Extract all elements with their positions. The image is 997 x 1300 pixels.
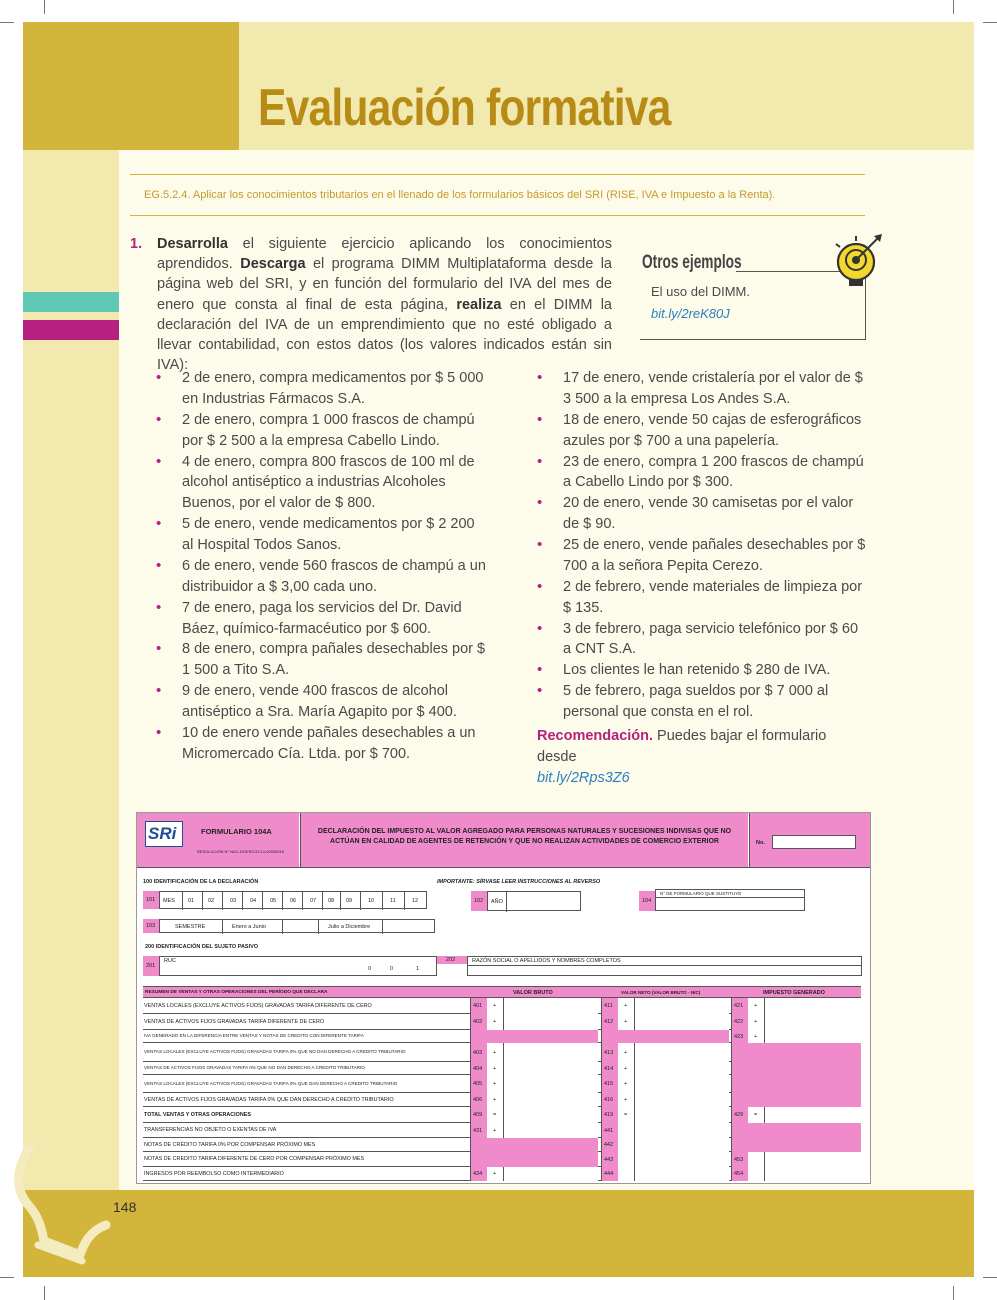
substitute-form-field[interactable] (655, 889, 805, 911)
operator-sign: + (624, 1065, 628, 1072)
ruc-digit: 1 (416, 966, 420, 972)
empty-cell (731, 1138, 861, 1152)
table-row (143, 998, 861, 1014)
rule (503, 1075, 504, 1093)
rule (202, 892, 203, 910)
amount-field[interactable] (731, 1014, 861, 1030)
semester-label: SEMESTRE (175, 924, 206, 930)
row-label: VENTAS DE ACTIVOS FIJOS GRAVADAS TARIFA DIFERENTE DE CERO (144, 1018, 325, 1025)
code-102: 102 (474, 898, 484, 904)
list-item: • 18 de enero, vende 50 cajas de esferográficos azules por $ 700 a una papelería. (537, 410, 867, 452)
rule (634, 1167, 635, 1181)
field-code: 442 (604, 1142, 614, 1148)
month-09[interactable]: 09 (346, 898, 353, 904)
field-code: 443 (604, 1156, 614, 1163)
rule (764, 1014, 765, 1030)
crop-mark (0, 1277, 14, 1278)
month-label: MES (163, 898, 175, 904)
table-row (143, 1138, 861, 1152)
rule (634, 1123, 635, 1138)
code-box (471, 1062, 487, 1075)
list-item: • 2 de enero, compra 1 000 frascos de champú por $ 2 500 a la empresa Cabello Lindo. (156, 410, 486, 452)
operator-sign: + (493, 1049, 497, 1056)
exercise-text: en el DIMM la declaración del IVA de un emprendimiento que no esté obligado a llevar contabilidad, con estos datos (los valores indicados están sin IVA): (157, 296, 612, 374)
form-resolution: RESOLUCIÓN N° NAC-DGERCGC14-00000016 (197, 849, 284, 854)
operator-sign: + (754, 1019, 758, 1025)
recommendation (537, 726, 867, 788)
col-tax-generated: IMPUESTO GENERADO (763, 990, 825, 996)
amount-field[interactable] (601, 1062, 729, 1075)
crop-mark (44, 0, 45, 14)
table-row (143, 1152, 861, 1167)
rule (764, 1152, 765, 1167)
empty-cell (470, 1152, 598, 1167)
month-01[interactable]: 01 (188, 898, 195, 904)
exercise-number: 1. (130, 236, 143, 252)
form-number-field[interactable] (772, 835, 856, 849)
company-name-field[interactable] (467, 956, 862, 976)
amount-field[interactable] (601, 1167, 729, 1181)
code-101: 101 (146, 897, 156, 903)
page-title: Evaluación formativa (258, 79, 671, 137)
amount-field[interactable] (601, 1152, 729, 1167)
list-item: • 5 de febrero, paga sueldos por $ 7 000 al personal que consta en el rol. (537, 681, 867, 723)
company-name-label: RAZÓN SOCIAL O APELLIDOS Y NOMBRES COMPLETOS (472, 958, 621, 964)
no-label: No. (756, 840, 765, 846)
sri-logo (145, 821, 183, 847)
code-box (602, 1167, 618, 1181)
amount-field[interactable] (470, 1014, 598, 1030)
list-item: • 7 de enero, paga los servicios del Dr. David Báez, químico-farmacéutico por $ 600. (156, 598, 486, 640)
rule (656, 897, 804, 898)
row-label: NOTAS DE CREDITO TARIFA DIFERENTE DE CERO POR COMPENSAR PRÓXIMO MES (144, 1156, 365, 1162)
field-code: 401 (473, 1003, 483, 1009)
code-box (143, 919, 159, 933)
rule (182, 892, 183, 910)
corner-gold-block (23, 22, 239, 150)
operator-sign: = (624, 1112, 628, 1118)
list-item: • 4 de enero, compra 800 frascos de 100 ml de alcohol antiséptico a industrias Alcoholes Buenos, por el valor de $ 800. (156, 452, 486, 514)
empty-cell (731, 1062, 861, 1075)
rule (503, 998, 504, 1014)
important-note: IMPORTANTE: SÍRVASE LEER INSTRUCCIONES AL REVERSO (437, 879, 601, 885)
crop-mark (0, 22, 14, 23)
code-box (602, 1123, 618, 1138)
rule (242, 892, 243, 910)
amount-field[interactable] (731, 998, 861, 1014)
rule (222, 892, 223, 910)
field-code: 441 (604, 1127, 614, 1134)
rule (262, 892, 263, 910)
operator-sign: = (754, 1112, 758, 1118)
operator-sign: = (493, 1112, 497, 1118)
rule (340, 892, 341, 910)
amount-field[interactable] (601, 1075, 729, 1093)
field-code: 412 (604, 1019, 614, 1025)
month-10[interactable]: 10 (368, 898, 375, 904)
amount-field[interactable] (601, 1107, 729, 1123)
row-label: VENTAS LOCALES (EXCLUYE ACTIVOS FIJOS) GRAVADAS TARIFA DIFERENTE DE CERO (144, 1002, 372, 1009)
recommendation-label: Recomendación. (537, 728, 654, 744)
list-item: • 6 de enero, vende 560 frascos de champú a un distribuidor a $ 3,00 cada uno. (156, 556, 486, 598)
empty-cell (731, 1093, 861, 1107)
operator-sign: + (493, 1097, 497, 1103)
operator-sign: + (493, 1019, 497, 1025)
ruc-label: RUC (164, 958, 176, 964)
month-05[interactable]: 05 (270, 898, 277, 904)
field-code: 411 (604, 1003, 613, 1009)
field-code: 402 (473, 1019, 483, 1025)
month-08[interactable]: 08 (328, 898, 335, 904)
amount-field[interactable] (470, 998, 598, 1014)
list-item: • 2 de enero, compra medicamentos por $ 5 000 en Industrias Fármacos S.A. (156, 368, 486, 410)
divider (736, 271, 840, 272)
rule (764, 1030, 765, 1043)
rule (634, 1107, 635, 1123)
bullet-list-left (156, 368, 486, 765)
rule (322, 892, 323, 910)
other-examples-text: El uso del DIMM. (651, 284, 750, 299)
verb-desarrolla: Desarrolla (157, 236, 228, 252)
field-code: 413 (604, 1049, 614, 1056)
code-box (602, 1014, 618, 1030)
rule (468, 965, 861, 966)
rule (634, 998, 635, 1014)
bullet-list-right (537, 368, 867, 723)
exercise-text: el programa DIMM Multiplataforma desde la página web del SRI, y en función del formulario del IVA del mes de enero que consta al final de esta página, (157, 256, 612, 313)
code-box (602, 1075, 618, 1093)
operator-sign: + (624, 1081, 628, 1087)
rule (282, 892, 283, 910)
code-box (471, 1167, 487, 1181)
rule (302, 892, 303, 910)
crop-mark (953, 1286, 954, 1300)
month-02[interactable]: 02 (208, 898, 215, 904)
empty-cell (470, 1030, 598, 1043)
amount-field[interactable] (731, 1107, 861, 1123)
rule (404, 892, 405, 910)
table-row (143, 1075, 861, 1093)
amount-field[interactable] (470, 1043, 598, 1062)
rule (382, 892, 383, 910)
form-header-center (300, 813, 748, 867)
code-201: 201 (146, 963, 156, 969)
amount-field[interactable] (731, 1030, 861, 1043)
table-row (143, 1123, 861, 1138)
amount-field[interactable] (601, 1093, 729, 1107)
field-code: 431 (473, 1127, 483, 1134)
amount-field[interactable] (470, 1093, 598, 1107)
operator-sign: + (624, 1019, 628, 1025)
form-name: FORMULARIO 104A (201, 827, 272, 836)
month-07[interactable]: 07 (310, 898, 317, 904)
operator-sign: + (493, 1127, 497, 1134)
rule (764, 1167, 765, 1181)
rule (360, 892, 361, 910)
code-box (732, 1167, 748, 1181)
amount-field[interactable] (731, 1152, 861, 1167)
amount-field[interactable] (601, 1138, 729, 1152)
code-box (639, 891, 655, 911)
sri-form-104a (136, 812, 871, 1184)
ruc-field[interactable] (159, 956, 437, 976)
teal-marker (23, 292, 119, 312)
list-item: • 25 de enero, vende pañales desechables por $ 700 a la señora Pepita Cerezo. (537, 535, 867, 577)
code-box (437, 956, 467, 964)
code-box (471, 998, 487, 1014)
field-code: 403 (473, 1049, 483, 1056)
field-code: 453 (734, 1156, 744, 1163)
code-box (143, 956, 159, 976)
code-box (602, 998, 618, 1014)
row-label: TRANSFERENCIAS NO OBJETO O EXENTAS DE IVA (144, 1127, 277, 1133)
amount-field[interactable] (470, 1107, 598, 1123)
exercise-text: el siguiente ejercicio aplicando los conocimientos aprendidos. (157, 236, 612, 273)
code-box (602, 1152, 618, 1167)
form-heading: DECLARACIÓN DEL IMPUESTO AL VALOR AGREGADO PARA PERSONAS NATURALES Y SUCESIONES INDIVISAS QUE NO ACTÚAN EN CALIDAD DE AGENTES DE RETENCIÓN Y QUE NO REALIZAN ACTIVIDADES DE COMERCIO EXTERIOR (317, 828, 732, 845)
code-box (471, 1107, 487, 1123)
row-label: VENTAS LOCALES (EXCLUYE ACTIVOS FIJOS) GRAVADAS TARIFA 0% QUE DAN DERECHO A CREDITO TRIBUTARIO (144, 1080, 398, 1086)
rule (503, 1062, 504, 1075)
code-202: 202 (446, 957, 456, 963)
ruc-digit: 0 (390, 966, 394, 972)
field-code: 444 (604, 1171, 614, 1177)
section-100-title: 100 IDENTIFICACIÓN DE LA DECLARACIÓN (143, 879, 259, 885)
code-box (602, 1093, 618, 1107)
exercise-body (157, 234, 612, 375)
list-item: • 8 de enero, compra pañales desechables por $ 1 500 a Tito S.A. (156, 639, 486, 681)
table-row (143, 1167, 861, 1181)
table-row (143, 1093, 861, 1107)
row-label: INGRESOS POR REEMBOLSO COMO INTERMEDIARIO (144, 1170, 284, 1177)
year-label: AÑO (491, 899, 503, 905)
field-code: 404 (473, 1065, 483, 1072)
row-label: NOTAS DE CRÉDITO TARIFA 0% POR COMPENSAR PRÓXIMO MES (144, 1141, 316, 1148)
code-box (471, 1093, 487, 1107)
row-label: VENTAS DE ACTIVOS FIJOS GRAVADAS TARIFA 0% QUE NO DAN DERECHO A CREDITO TRIBUTARIO (144, 1065, 365, 1070)
row-label: VENTAS LOCALES (EXCLUYE ACTIVOS FIJOS) GRAVADAS TARIFA 0% QUE NO DAN DERECHO A CREDITO TRIBUTARIO (144, 1049, 406, 1054)
code-box (732, 1107, 748, 1123)
rule (503, 1167, 504, 1181)
month-03[interactable]: 03 (230, 898, 237, 904)
amount-field[interactable] (601, 1014, 729, 1030)
empty-cell (731, 1123, 861, 1138)
crop-mark (983, 22, 997, 23)
field-code: 423 (734, 1033, 744, 1040)
rule (503, 1043, 504, 1062)
code-box (471, 1123, 487, 1138)
amount-field[interactable] (731, 1167, 861, 1181)
table-row (143, 1062, 861, 1075)
rule (634, 1093, 635, 1107)
operator-sign: + (493, 1081, 497, 1087)
row-label: VENTAS DE ACTIVOS FIJOS GRAVADAS TARIFA 0% QUE DAN DERECHO A CREDITO TRIBUTARIO (144, 1096, 394, 1103)
field-code: 419 (604, 1112, 614, 1118)
list-item: • 2 de febrero, vende materiales de limpieza por $ 135. (537, 577, 867, 619)
operator-sign: + (754, 1003, 758, 1009)
semester-selector[interactable] (159, 919, 435, 933)
list-item: • 20 de enero, vende 30 camisetas por el valor de $ 90. (537, 493, 867, 535)
rule (764, 998, 765, 1014)
col-gross-value: VALOR BRUTO (513, 990, 553, 996)
year-field[interactable] (487, 891, 581, 911)
amount-field[interactable] (470, 1075, 598, 1093)
field-code: 434 (473, 1171, 483, 1177)
operator-sign: + (493, 1065, 497, 1072)
section-200-title: 200 IDENTIFICACIÓN DEL SUJETO PASIVO (145, 944, 259, 950)
operator-sign: + (624, 1049, 628, 1056)
list-item: • Los clientes le han retenido $ 280 de IVA. (537, 660, 867, 681)
row-label: TOTAL VENTAS Y OTRAS OPERACIONES (144, 1111, 251, 1118)
list-item: • 10 de enero vende pañales desechables a un Micromercado Cía. Ltda. por $ 700. (156, 723, 486, 765)
code-box (602, 1138, 618, 1152)
col-net-value: VALOR NETO (VALOR BRUTO - N/C) (621, 990, 701, 995)
row-label: IVA GENERADO EN LA DIFERENCIA ENTRE VENTAS Y NOTAS DE CREDITO CON DIFERENTE TARIFA (144, 1033, 364, 1038)
semester-1[interactable]: Enero a Junio (232, 924, 266, 930)
field-code: 414 (604, 1065, 614, 1072)
operator-sign: + (754, 1033, 758, 1040)
field-code: 421 (734, 1003, 744, 1009)
field-code: 406 (473, 1097, 483, 1103)
empty-cell (731, 1075, 861, 1093)
rule (634, 1043, 635, 1062)
amount-field[interactable] (601, 998, 729, 1014)
rule (634, 1014, 635, 1030)
standard-text: EG.5.2.4. Aplicar los conocimientos tributarios en el llenado de los formularios básicos del SRI (RISE, IVA e Impuesto a la Renta). (144, 189, 776, 201)
field-code: 409 (473, 1112, 483, 1118)
month-11[interactable]: 11 (390, 898, 396, 904)
rule (503, 1014, 504, 1030)
empty-cell (601, 1030, 729, 1043)
code-104: 104 (642, 898, 652, 904)
month-06[interactable]: 06 (290, 898, 297, 904)
rule (222, 920, 223, 934)
crop-mark (953, 0, 954, 14)
lightbulb-target-icon (832, 232, 886, 288)
operator-sign: + (493, 1003, 497, 1009)
code-box (732, 1030, 748, 1043)
code-box (143, 891, 159, 909)
code-box (732, 1014, 748, 1030)
amount-field[interactable] (601, 1043, 729, 1062)
semester-2[interactable]: Julio a Diciembre (328, 924, 371, 930)
recommendation-text: Puedes bajar el formulario desde (537, 728, 827, 765)
month-12[interactable]: 12 (412, 898, 419, 904)
recommendation-link[interactable]: bit.ly/2Rps3Z6 (537, 769, 630, 786)
code-box (732, 1152, 748, 1167)
code-box (732, 998, 748, 1014)
code-103: 103 (146, 923, 156, 929)
footer-band (23, 1190, 974, 1277)
rule (382, 920, 383, 934)
field-code: 454 (734, 1171, 744, 1177)
rule (506, 892, 507, 912)
table-row (143, 1030, 861, 1043)
code-box (471, 891, 487, 911)
page-number: 148 (113, 1199, 137, 1215)
other-examples-title: Otros ejemplos (642, 252, 742, 273)
summary-header-text: RESUMEN DE VENTAS Y OTRAS OPERACIONES DEL PERÍODO QUE DECLARA (145, 990, 328, 995)
substitute-label: N° DE FORMULARIO QUE SUSTITUYE (660, 891, 742, 896)
rule (137, 867, 871, 868)
field-code: 415 (604, 1081, 614, 1087)
ruc-digit: 0 (368, 966, 372, 972)
field-code: 405 (473, 1081, 483, 1087)
lightbulb-icon (10, 1145, 120, 1265)
empty-cell (470, 1138, 598, 1152)
amount-field[interactable] (470, 1167, 598, 1181)
operator-sign: + (493, 1171, 497, 1177)
code-box (602, 1107, 618, 1123)
crop-mark (983, 1277, 997, 1278)
rule (282, 920, 283, 934)
exercise-statement (130, 234, 612, 375)
summary-header (143, 986, 861, 998)
month-selector[interactable] (159, 891, 427, 909)
crop-mark (44, 1286, 45, 1300)
code-box (471, 1075, 487, 1093)
table-row (143, 1107, 861, 1123)
amount-field[interactable] (601, 1123, 729, 1138)
operator-sign: + (624, 1097, 628, 1103)
rule (634, 1075, 635, 1093)
list-item: • 3 de febrero, paga servicio telefónico por $ 60 a CNT S.A. (537, 619, 867, 661)
verb-descarga: Descarga (240, 256, 306, 273)
code-box (471, 1043, 487, 1062)
sri-logo-text: SRi (148, 824, 177, 843)
rule (764, 1107, 765, 1123)
operator-sign: + (624, 1003, 628, 1009)
list-item: • 17 de enero, vende cristalería por el valor de $ 3 500 a la empresa Los Andes S.A. (537, 368, 867, 410)
month-04[interactable]: 04 (250, 898, 257, 904)
table-row (143, 1014, 861, 1030)
field-code: 422 (734, 1019, 744, 1025)
rule (503, 1123, 504, 1138)
magenta-marker (23, 320, 119, 340)
empty-cell (731, 1043, 861, 1062)
code-box (602, 1043, 618, 1062)
table-row (143, 1043, 861, 1062)
field-code: 416 (604, 1097, 614, 1103)
amount-field[interactable] (470, 1062, 598, 1075)
rule (503, 1107, 504, 1123)
rule (503, 1093, 504, 1107)
amount-field[interactable] (470, 1123, 598, 1138)
standard-box (130, 174, 865, 216)
other-examples-link[interactable]: bit.ly/2reK80J (651, 306, 730, 321)
rule (634, 1062, 635, 1075)
list-item: • 23 de enero, compra 1 200 frascos de champú a Cabello Lindo por $ 300. (537, 452, 867, 494)
field-code: 429 (734, 1112, 744, 1118)
list-item: • 9 de enero, vende 400 frascos de alcohol antiséptico a Sra. María Agapito por $ 400. (156, 681, 486, 723)
rule (634, 1138, 635, 1152)
code-box (471, 1014, 487, 1030)
code-box (602, 1062, 618, 1075)
rule (634, 1152, 635, 1167)
form-header-right (749, 813, 871, 867)
verb-realiza: realiza (456, 296, 502, 313)
rule (318, 920, 319, 934)
list-item: • 5 de enero, vende medicamentos por $ 2 200 al Hospital Todos Sanos. (156, 514, 486, 556)
